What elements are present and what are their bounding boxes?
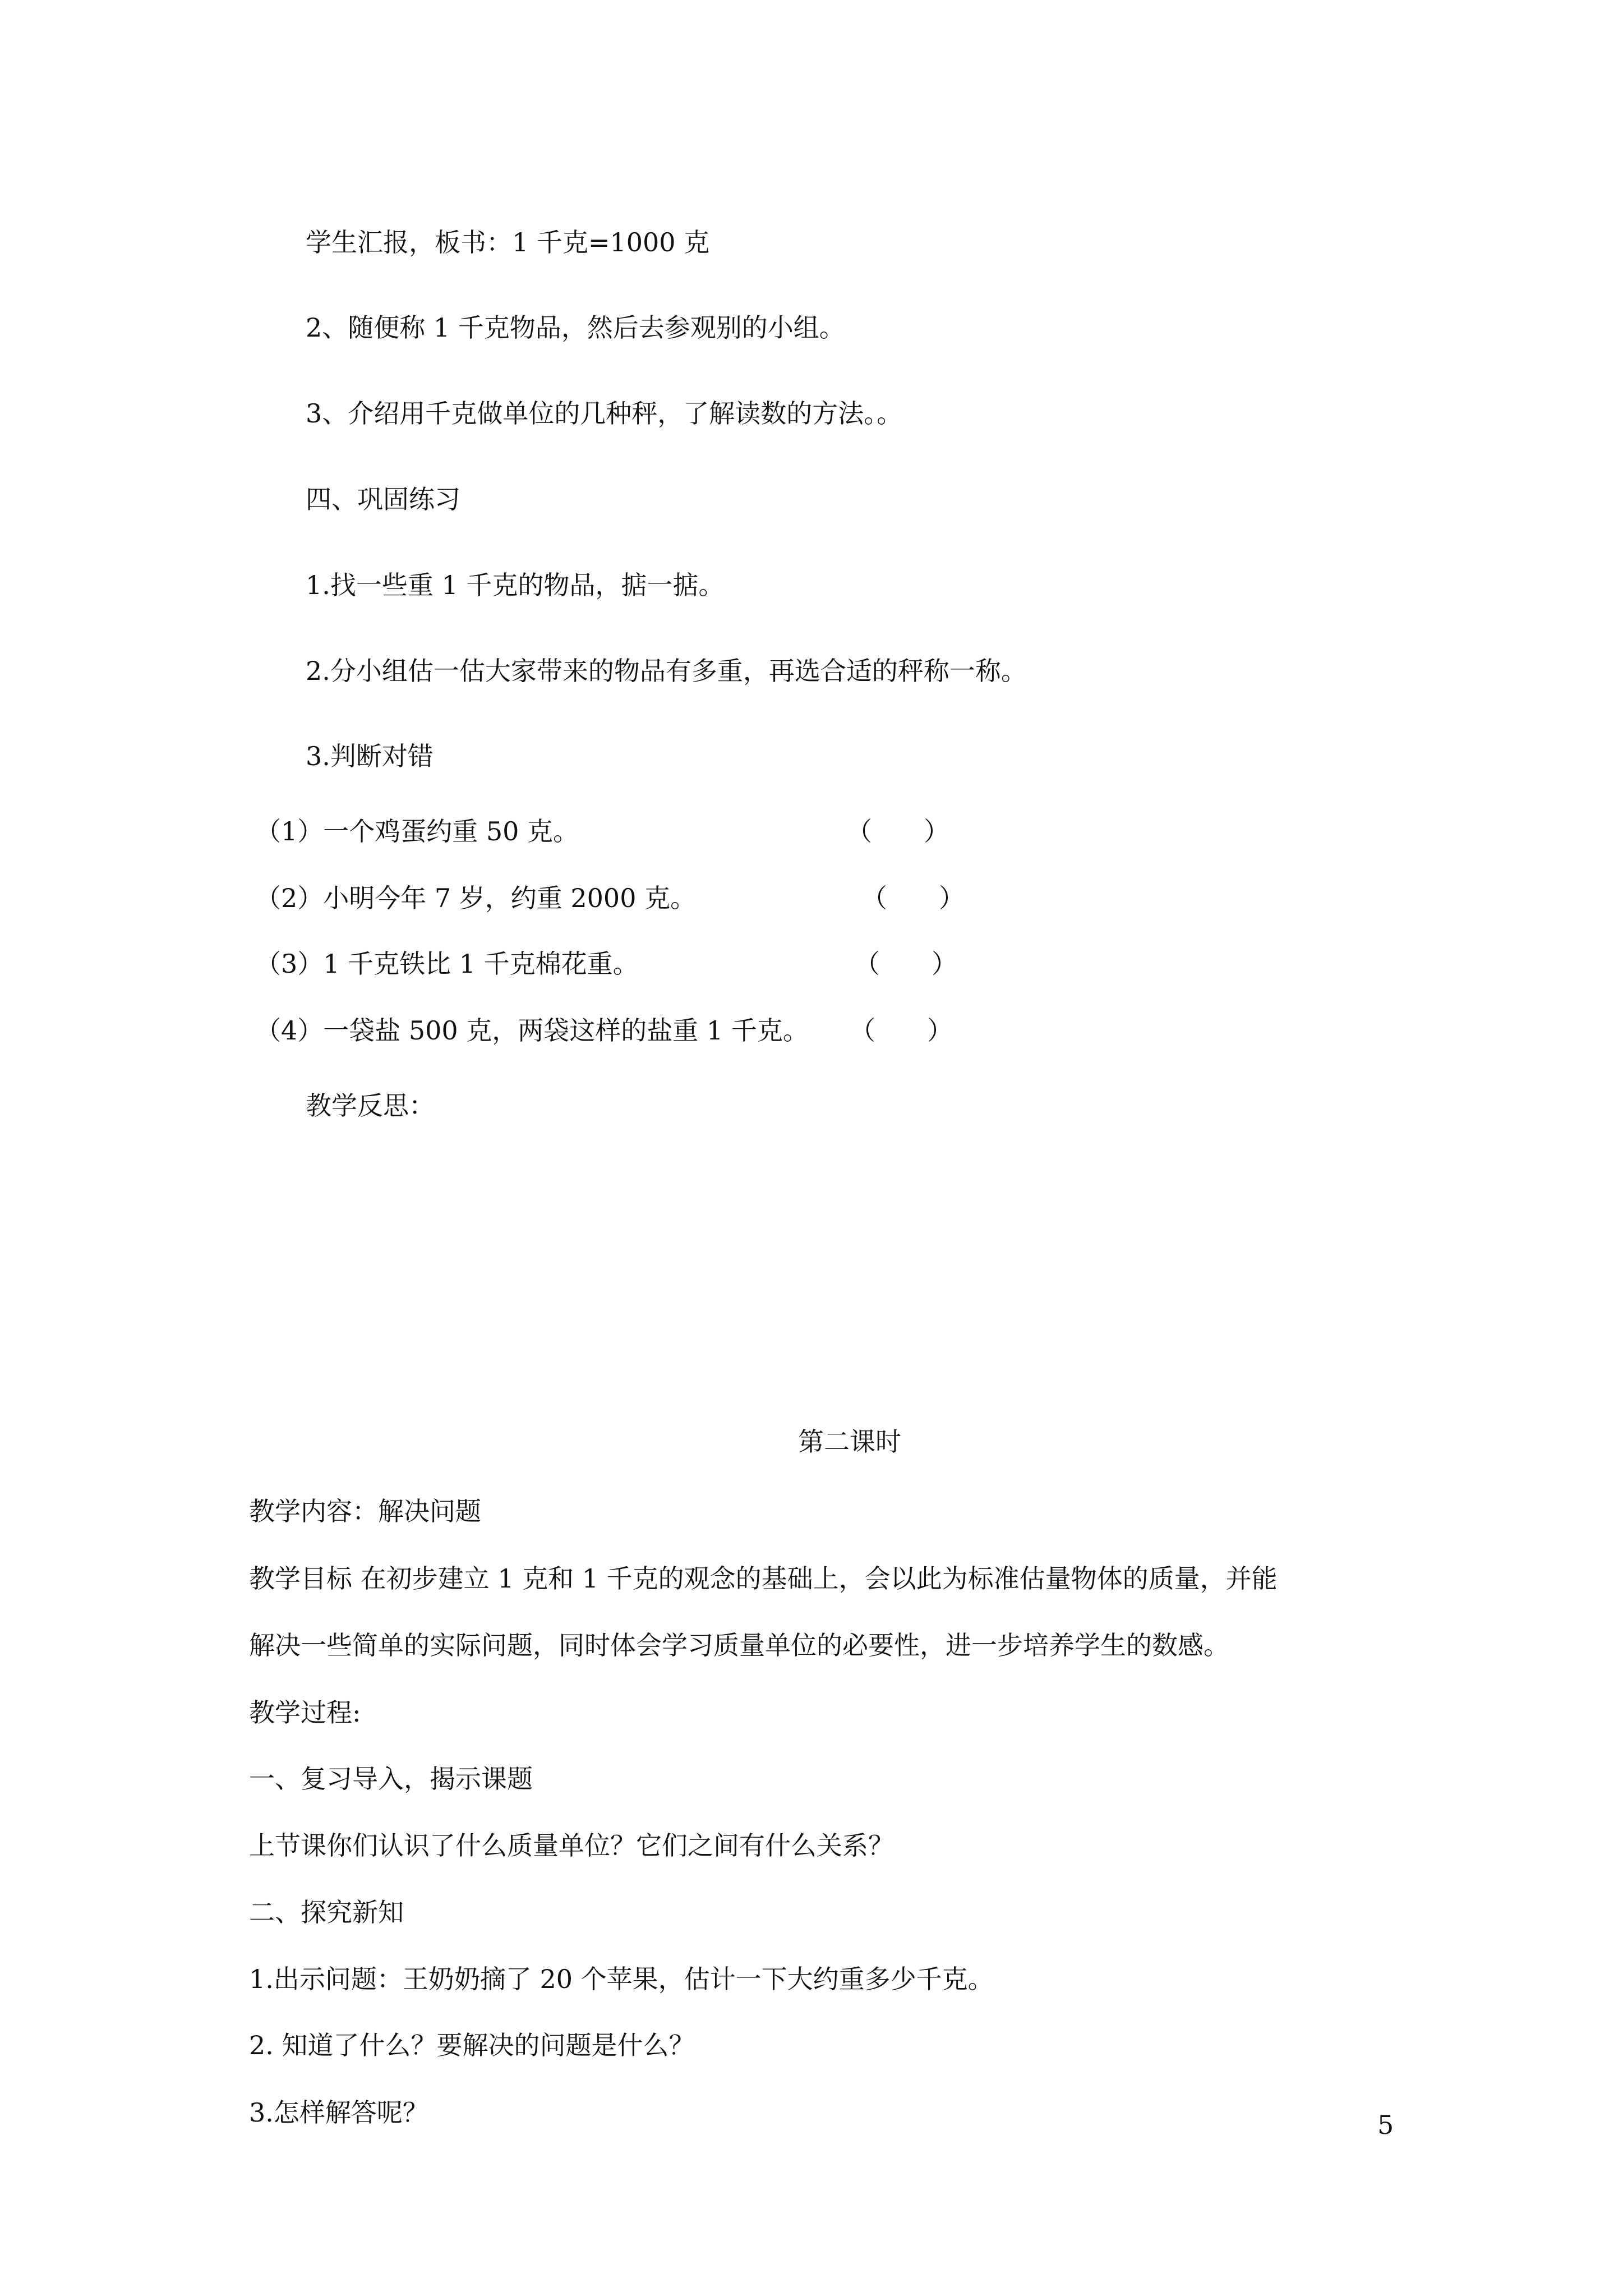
section-heading: 四、巩固练习 [306, 484, 460, 514]
lesson-title: 第二课时 [798, 1427, 901, 1457]
text-line: 2.分小组估一估大家带来的物品有多重，再选合适的秤称一称。 [306, 656, 1027, 686]
text-line: 解决一些简单的实际问题，同时体会学习质量单位的必要性，进一步培养学生的数感。 [249, 1630, 1229, 1660]
section-heading: 一、复习导入，揭示课题 [249, 1764, 533, 1794]
page-number: 5 [1377, 2110, 1394, 2140]
judgment-item: （1）一个鸡蛋约重 50 克。 [255, 816, 579, 846]
judgment-item: （3）1 千克铁比 1 千克棉花重。 [255, 949, 639, 979]
text-line: 学生汇报，板书：1 千克=1000 克 [306, 227, 710, 257]
judgment-item: （2）小明今年 7 岁，约重 2000 克。 [255, 883, 697, 913]
section-heading: 二、探究新知 [249, 1897, 404, 1927]
text-line: 3.判断对错 [306, 741, 434, 771]
answer-blank: （ ） [861, 883, 965, 913]
text-line: 2. 知道了什么？要解决的问题是什么？ [249, 2030, 695, 2060]
text-line: 2、随便称 1 千克物品，然后去参观别的小组。 [306, 312, 845, 343]
reflection-label: 教学反思： [306, 1091, 435, 1121]
answer-blank: （ ） [854, 949, 957, 979]
text-line: 上节课你们认识了什么质量单位？它们之间有什么关系？ [249, 1830, 894, 1861]
text-line: 3.怎样解答呢？ [249, 2097, 428, 2128]
text-line: 教学目标 在初步建立 1 克和 1 千克的观念的基础上，会以此为标准估量物体的质量，并能 [249, 1563, 1278, 1594]
text-line: 1.找一些重 1 千克的物品，掂一掂。 [306, 570, 725, 600]
text-line: 教学内容：解决问题 [249, 1496, 481, 1526]
text-line: 3、介绍用千克做单位的几种秤，了解读数的方法。。 [306, 398, 903, 429]
judgment-item: （4）一袋盐 500 克，两袋这样的盐重 1 千克。 [255, 1015, 809, 1046]
answer-blank: （ ） [846, 816, 949, 846]
text-line: 1.出示问题：王奶奶摘了 20 个苹果，估计一下大约重多少千克。 [249, 1964, 994, 1994]
answer-blank: （ ） [850, 1015, 953, 1046]
text-line: 教学过程: [249, 1697, 361, 1728]
